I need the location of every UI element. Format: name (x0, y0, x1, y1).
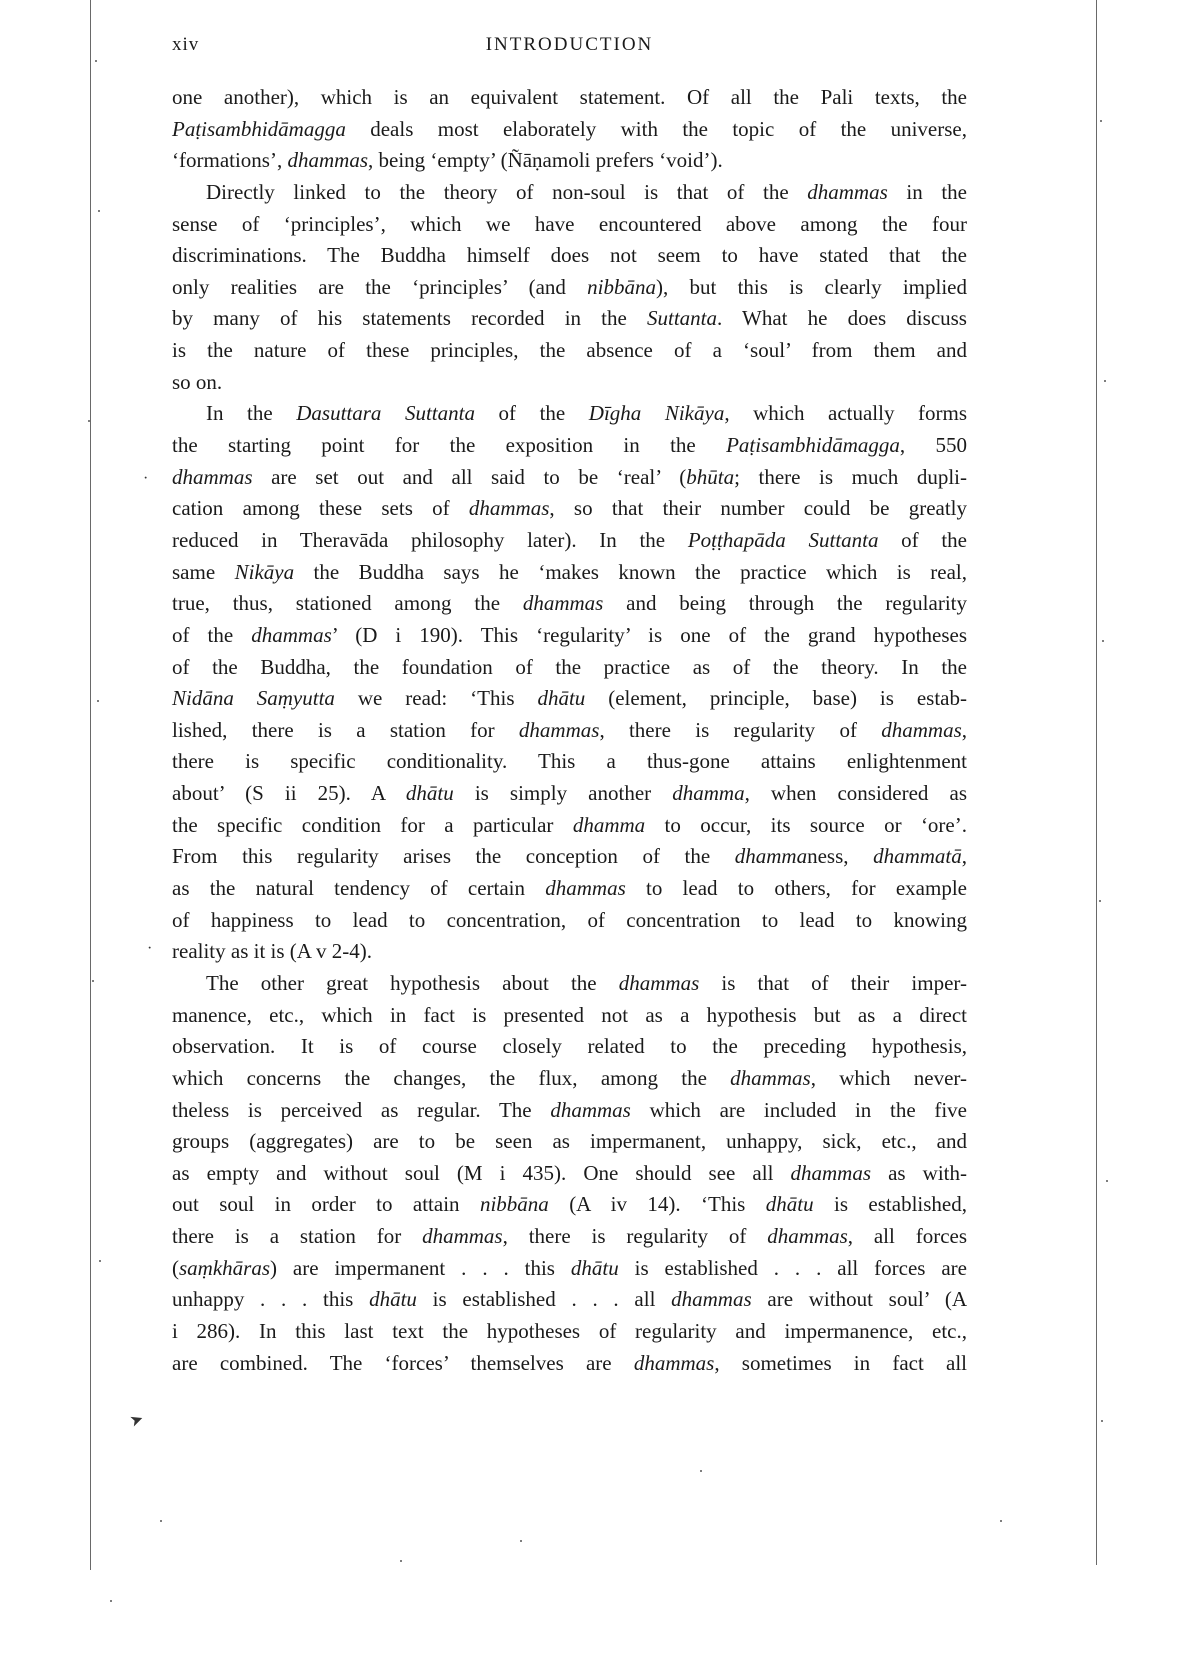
text-line: sense of ‘principles’, which we have encountered above among the four (172, 211, 967, 236)
text-line: observation. It is of course closely related to the preceding hypothesis, (172, 1034, 967, 1059)
text-line: only realities are the ‘principles’ (and nibbāna), but this is clearly implied (172, 274, 967, 299)
text-line: so on. (172, 369, 223, 394)
text-line: From this regularity arises the conception of the dhammaness, dhammatā, (172, 844, 967, 869)
scan-border-right (1096, 0, 1097, 1565)
text-line: reduced in Theravāda philosophy later). In the Poṭṭhapāda Suttanta of the (172, 527, 968, 552)
scan-speck (700, 1470, 702, 1472)
text-line: there is specific conditionality. This a thus-gone attains enlightenment (172, 749, 967, 774)
text-line: of the dhammas’ (D i 190). This ‘regularity’ is one of the grand hypotheses (172, 622, 967, 647)
text-line: The other great hypothesis about the dhammas is that of their imper- (206, 970, 967, 995)
text-line: true, thus, stationed among the dhammas and being through the regularity (172, 591, 967, 616)
margin-mark: · (143, 470, 149, 487)
scan-speck (98, 210, 100, 212)
text-line: manence, etc., which in fact is presented not as a hypothesis but as a direct (172, 1002, 967, 1027)
text-line: Directly linked to the theory of non-soul is that of the dhammas in the (206, 179, 967, 204)
text-line: dhammas are set out and all said to be ‘real’ (bhūta; there is much dupli- (172, 464, 967, 489)
text-line: out soul in order to attain nibbāna (A iv 14). ‘This dhātu is established, (172, 1192, 967, 1217)
scan-speck (400, 1560, 402, 1562)
scan-speck (1100, 120, 1102, 122)
scan-speck (1106, 1180, 1108, 1182)
text-line: ‘formations’, dhammas, being ‘empty’ (Ñāṇamoli prefers ‘void’). (172, 148, 723, 173)
scan-speck (99, 1260, 101, 1262)
text-line: (saṃkhāras) are impermanent . . . this dhātu is established . . . all forces are (172, 1255, 967, 1280)
page-number: xiv (172, 34, 200, 55)
scan-border-left (90, 0, 91, 1570)
text-line: In the Dasuttara Suttanta of the Dīgha Nikāya, which actually forms (206, 401, 968, 426)
scan-speck (88, 420, 90, 422)
text-line: as the natural tendency of certain dhammas to lead to others, for example (172, 876, 967, 901)
text-line: unhappy . . . this dhātu is established . . . all dhammas are without soul’ (A (172, 1287, 967, 1312)
text-line: groups (aggregates) are to be seen as impermanent, unhappy, sick, etc., and (172, 1129, 967, 1154)
text-line: which concerns the changes, the flux, among the dhammas, which never- (172, 1065, 967, 1090)
margin-arrow-mark: ➤ (127, 1410, 147, 1431)
text-line: lished, there is a station for dhammas, there is regularity of dhammas, (172, 717, 967, 742)
text-line: Nidāna Saṃyutta we read: ‘This dhātu (element, principle, base) is estab- (172, 686, 967, 711)
body-text (172, 82, 967, 1379)
text-line: cation among these sets of dhammas, so that their number could be greatly (172, 496, 968, 521)
text-line: same Nikāya the Buddha says he ‘makes known the practice which is real, (172, 559, 967, 584)
scan-speck (92, 980, 94, 982)
chapter-title: INTRODUCTION (485, 34, 654, 55)
scan-speck (1102, 640, 1104, 642)
scan-speck (97, 700, 99, 702)
text-line: Paṭisambhidāmagga deals most elaborately with the topic of the universe, (172, 116, 967, 141)
text-line: the specific condition for a particular dhamma to occur, its source or ‘ore’. (172, 812, 967, 837)
text-line: discriminations. The Buddha himself does not seem to have stated that the (172, 243, 967, 268)
text-line: about’ (S ii 25). A dhātu is simply another dhamma, when considered as (172, 781, 968, 806)
text-line: as empty and without soul (M i 435). One should see all dhammas as with- (172, 1160, 967, 1185)
text-line: i 286). In this last text the hypotheses of regularity and impermanence, etc., (172, 1318, 967, 1343)
text-line: one another), which is an equivalent statement. Of all the Pali texts, the (172, 85, 967, 109)
text-line: by many of his statements recorded in the Suttanta. What he does discuss (172, 306, 967, 331)
scan-speck (1101, 1420, 1103, 1422)
scan-speck (520, 1540, 522, 1542)
text-line: theless is perceived as regular. The dhammas which are included in the five (172, 1097, 968, 1122)
scan-speck (160, 1520, 162, 1522)
margin-mark: · (147, 940, 153, 957)
scan-speck (95, 60, 97, 62)
scan-speck (1104, 380, 1106, 382)
text-line: are combined. The ‘forces’ themselves are dhammas, sometimes in fact all (172, 1350, 967, 1375)
text-line: the starting point for the exposition in the Paṭisambhidāmagga, 550 (172, 433, 967, 458)
text-line: reality as it is (A v 2-4). (172, 939, 373, 964)
scan-speck (1099, 900, 1101, 902)
scan-speck (1000, 1520, 1002, 1522)
text-line: of the Buddha, the foundation of the practice as of the theory. In the (172, 654, 967, 679)
text-line: there is a station for dhammas, there is regularity of dhammas, all forces (172, 1224, 968, 1249)
scan-speck (110, 1600, 112, 1602)
running-head (172, 34, 967, 64)
text-line: of happiness to lead to concentration, of concentration to lead to knowing (172, 907, 967, 932)
text-line: is the nature of these principles, the absence of a ‘soul’ from them and (172, 338, 967, 363)
